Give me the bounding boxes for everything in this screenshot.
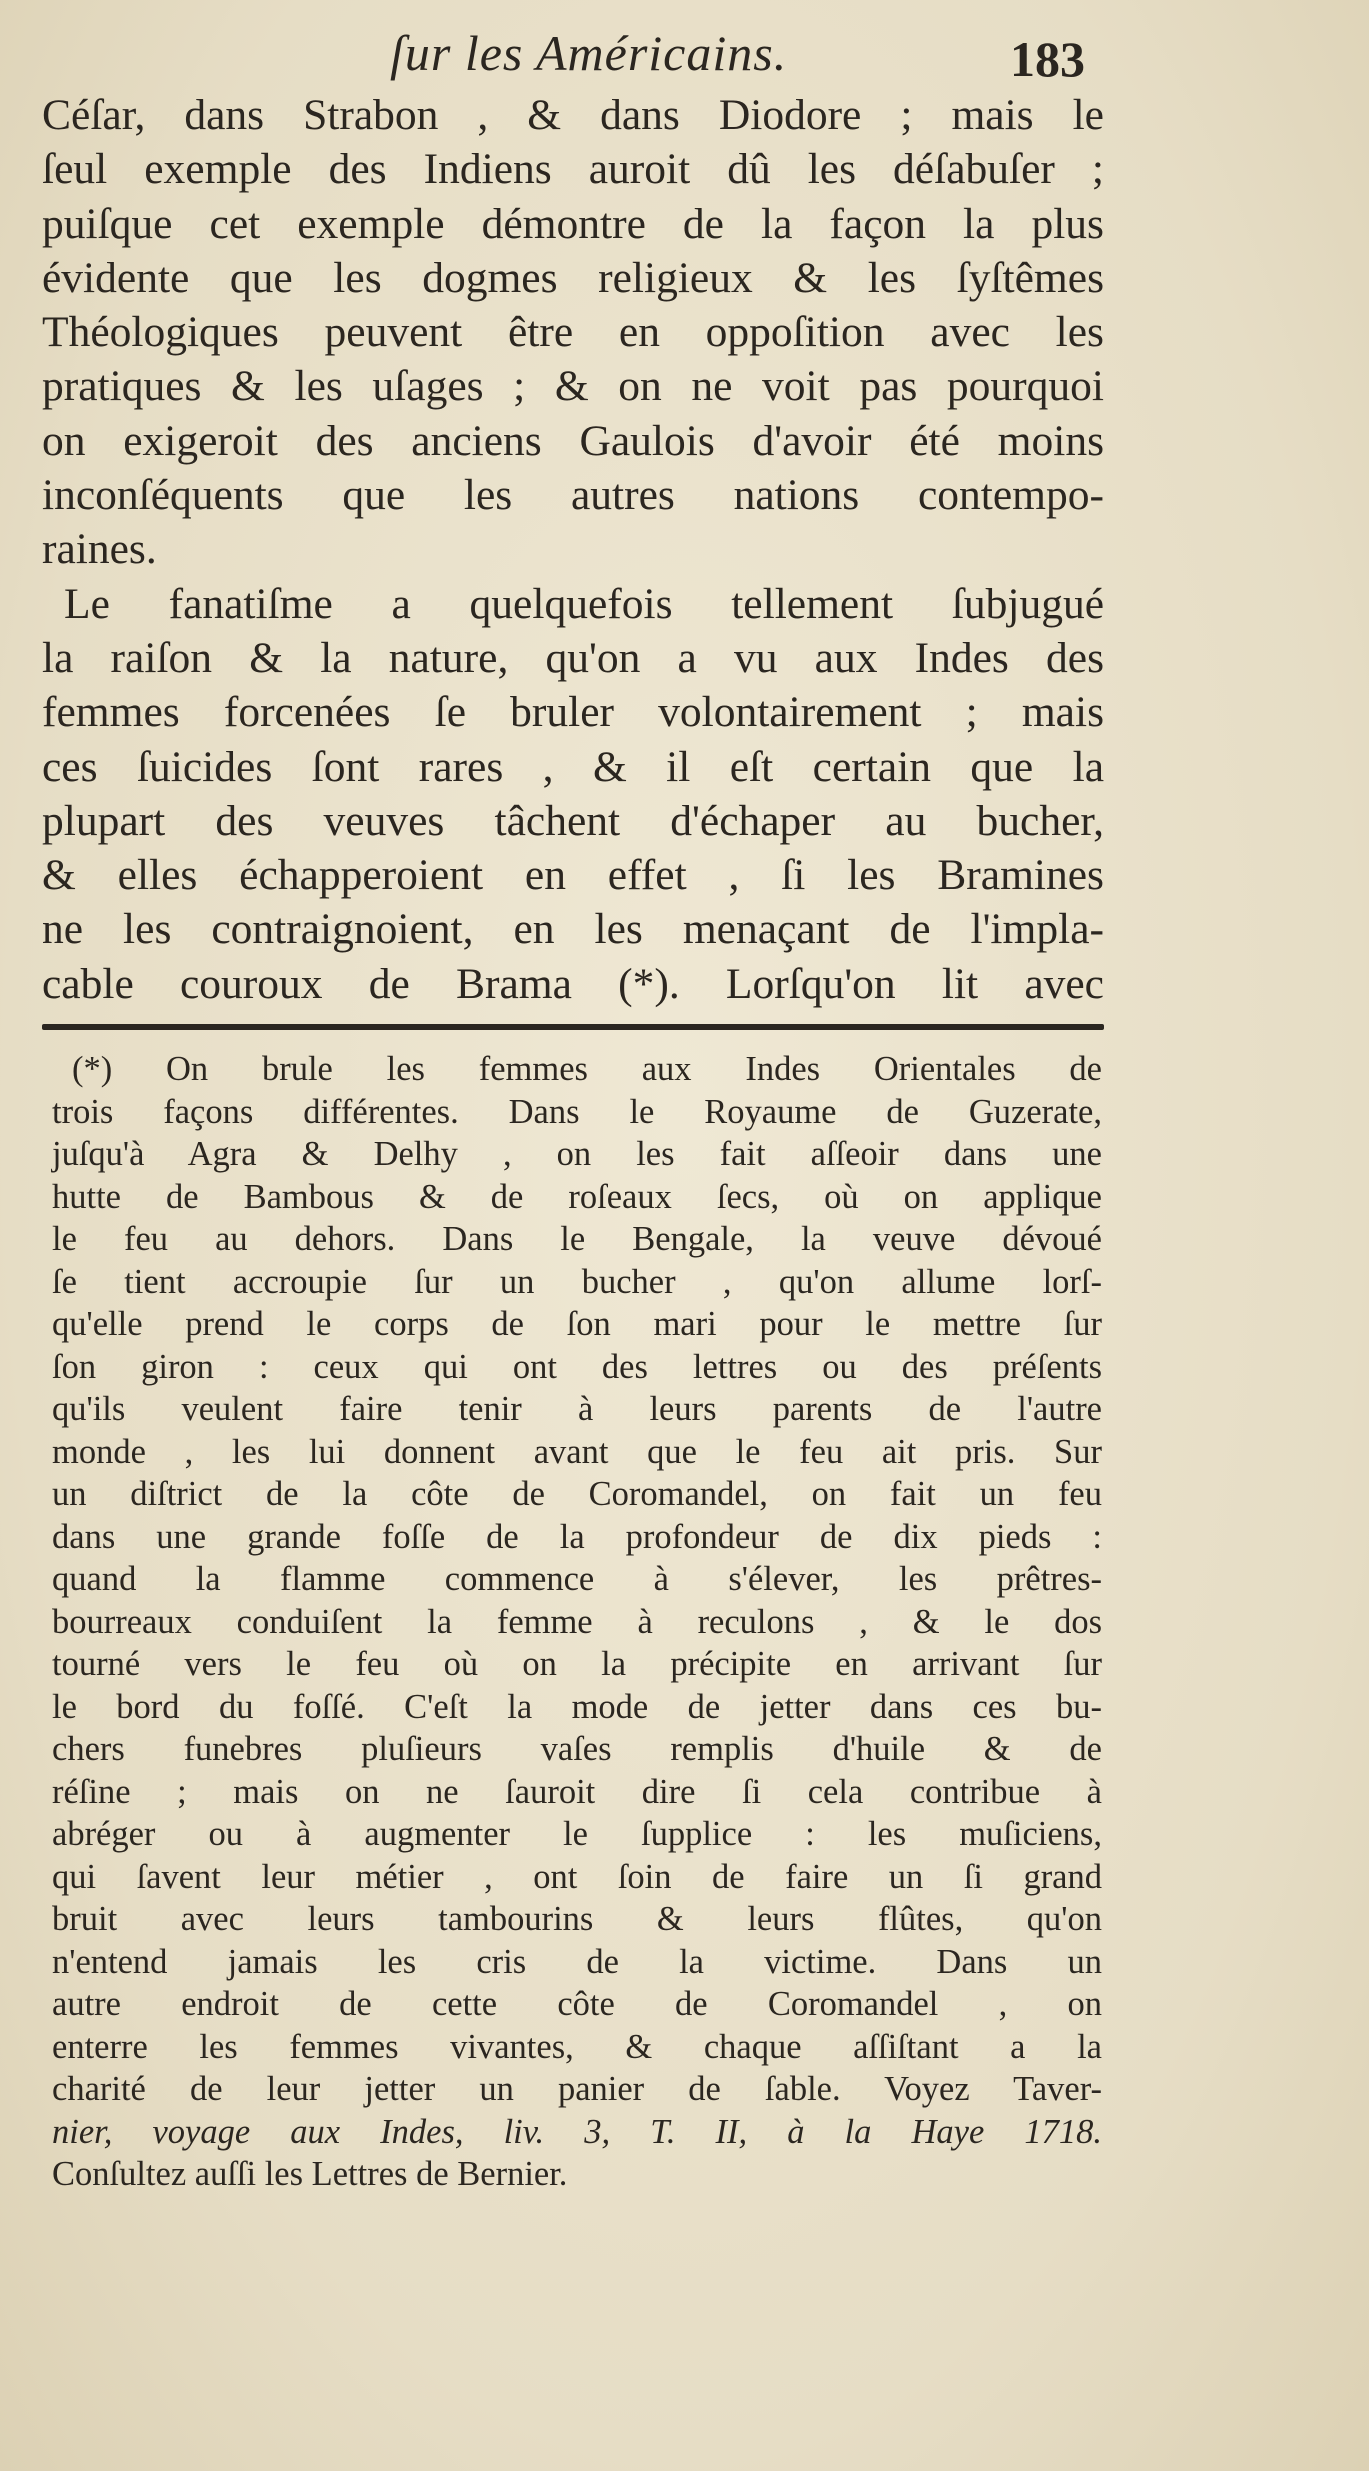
text-line: évidente que les dogmes religieux & les ſyſtêmes bbox=[42, 253, 1104, 302]
footnote-line: hutte de Bambous & de roſeaux ſecs, où on applique bbox=[52, 1177, 1102, 1216]
text-line: ces ſuicides ſont rares , & il eſt certain que la bbox=[42, 742, 1104, 791]
footnote-line: nier, voyage aux Indes, liv. 3, T. II, à la Haye 1718. bbox=[52, 2112, 1102, 2151]
footnote-line: ſon giron : ceux qui ont des lettres ou des préſents bbox=[52, 1347, 1102, 1386]
footnote-line: qu'ils veulent faire tenir à leurs parents de l'autre bbox=[52, 1390, 1102, 1428]
footnote-line: quand la flamme commence à s'élever, les prêtres- bbox=[52, 1560, 1102, 1598]
page-header bbox=[0, 24, 1369, 94]
text-line: ſeul exemple des Indiens auroit dû les déſabuſer ; bbox=[42, 145, 1104, 194]
footnote-line: un diſtrict de la côte de Coromandel, on fait un feu bbox=[52, 1475, 1102, 1513]
text-line: raines. bbox=[42, 525, 157, 574]
footnote-line: ſe tient accroupie ſur un bucher , qu'on allume lorſ- bbox=[52, 1262, 1102, 1301]
footnote-line: bourreaux conduiſent la femme à reculons , & le dos bbox=[52, 1602, 1102, 1641]
page-number: 183 bbox=[1010, 31, 1085, 87]
footnote-line: le feu au dehors. Dans le Bengale, la veuve dévoué bbox=[52, 1220, 1102, 1258]
text-line: cable couroux de Brama (*). Lorſqu'on lit avec bbox=[42, 959, 1104, 1008]
footnote-line: abréger ou à augmenter le ſupplice : les muſiciens, bbox=[52, 1815, 1102, 1853]
text-line: & elles échapperoient en effet , ſi les Bramines bbox=[42, 851, 1104, 900]
footnote bbox=[52, 1048, 1102, 2196]
text-line: plupart des veuves tâchent d'échaper au bucher, bbox=[42, 796, 1104, 845]
footnote-line: le bord du foſſé. C'eſt la mode de jetter dans ces bu- bbox=[52, 1687, 1102, 1726]
footnote-line: qu'elle prend le corps de ſon mari pour le mettre ſur bbox=[52, 1305, 1102, 1343]
text-line: puiſque cet exemple démontre de la façon la plus bbox=[42, 199, 1104, 248]
footnote-line: chers funebres pluſieurs vaſes remplis d'huile & de bbox=[52, 1730, 1102, 1768]
footnote-line: tourné vers le feu où on la précipite en arrivant ſur bbox=[52, 1645, 1102, 1683]
footnote-line: trois façons différentes. Dans le Royaume de Guzerate, bbox=[52, 1092, 1102, 1131]
running-title: ſur les Américains. bbox=[390, 25, 788, 81]
text-line: pratiques & les uſages ; & on ne voit pas pourquoi bbox=[42, 362, 1104, 411]
footnote-line: monde , les lui donnent avant que le feu ait pris. Sur bbox=[52, 1432, 1102, 1471]
text-line: ne les contraignoient, en les menaçant de l'impla- bbox=[42, 905, 1104, 954]
text-line: Céſar, dans Strabon , & dans Diodore ; mais le bbox=[42, 91, 1104, 139]
text-line: la raiſon & la nature, qu'on a vu aux Indes des bbox=[42, 633, 1104, 682]
footnote-line: autre endroit de cette côte de Coromandel , on bbox=[52, 1985, 1102, 2023]
text-line: Le fanatiſme a quelquefois tellement ſubjugué bbox=[64, 579, 1104, 628]
text-line: femmes forcenées ſe bruler volontairement ; mais bbox=[42, 688, 1104, 737]
footnote-line: (*) On brule les femmes aux Indes Orientales de bbox=[72, 1050, 1102, 1088]
footnote-line: qui ſavent leur métier , ont ſoin de faire un ſi grand bbox=[52, 1857, 1102, 1896]
footnote-line: juſqu'à Agra & Delhy , on les fait aſſeoir dans une bbox=[52, 1135, 1102, 1173]
text-line: inconſéquents que les autres nations contempo- bbox=[42, 471, 1104, 520]
footnote-line: enterre les femmes vivantes, & chaque aſſiſtant a la bbox=[52, 2027, 1102, 2066]
text-line: on exigeroit des anciens Gaulois d'avoir été moins bbox=[42, 416, 1104, 465]
footnote-line: Conſultez auſſi les Lettres de Bernier. bbox=[52, 2155, 568, 2193]
text-line: Théologiques peuvent être en oppoſition avec les bbox=[42, 308, 1104, 357]
main-text bbox=[42, 88, 1104, 1011]
footnote-line: charité de leur jetter un panier de ſable. Voyez Taver- bbox=[52, 2070, 1102, 2108]
footnote-rule bbox=[42, 1024, 1104, 1030]
footnote-line: dans une grande foſſe de la profondeur de dix pieds : bbox=[52, 1517, 1102, 1556]
footnote-line: réſine ; mais on ne ſauroit dire ſi cela contribue à bbox=[52, 1772, 1102, 1811]
footnote-line: n'entend jamais les cris de la victime. Dans un bbox=[52, 1942, 1102, 1981]
footnote-line: bruit avec leurs tambourins & leurs flûtes, qu'on bbox=[52, 1900, 1102, 1938]
